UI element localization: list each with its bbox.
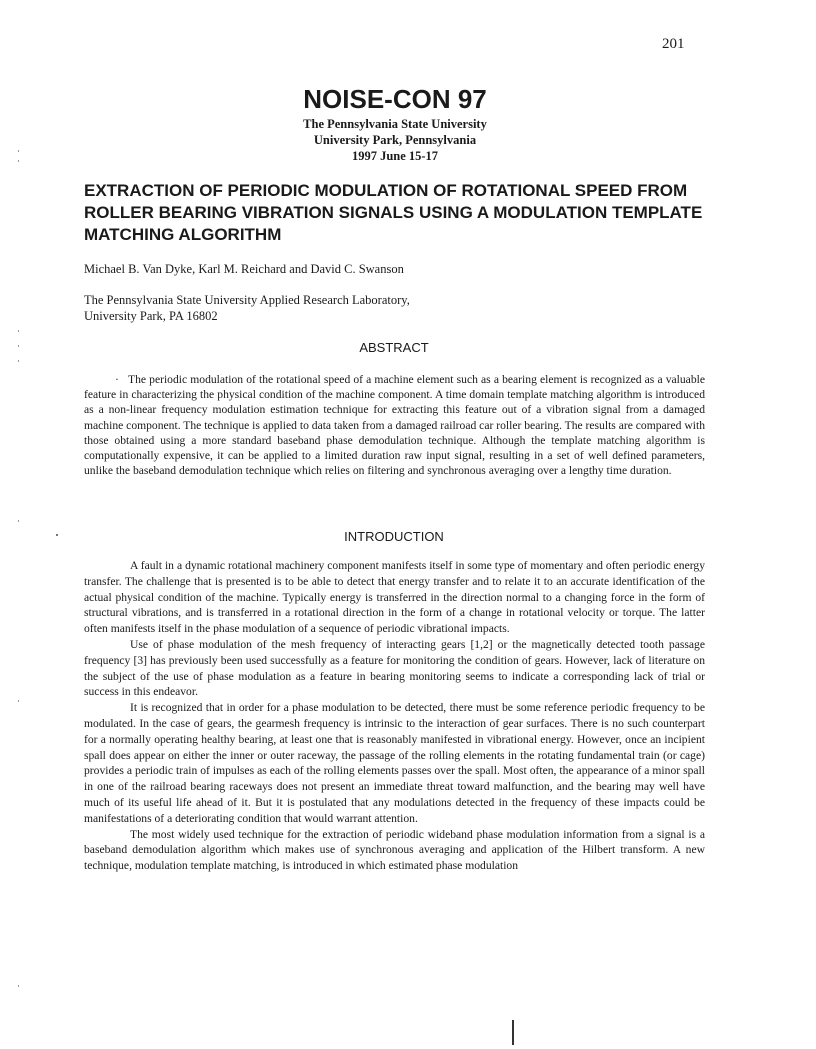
conference-header — [230, 84, 560, 164]
intro-paragraph: The most widely used technique for the extraction of periodic wideband phase modulation information from a signal is a baseband demodulation algorithm which makes use of synchronous averaging and application of the Hilbert transform. A new technique, modulation template matching, is introduced in which estimated phase modulation — [84, 827, 705, 873]
affiliation — [84, 292, 410, 324]
conference-date: 1997 June 15-17 — [351, 149, 439, 163]
scan-speck — [18, 330, 19, 332]
abstract-heading: ABSTRACT — [359, 340, 429, 355]
abstract-body: The periodic modulation of the rotational speed of a machine element such as a bearing element is recognized as a valuable feature in characterizing the physical condition of the machine component. A time domain template matching algorithm is introduced as a non-linear frequency modulation estimation technique for extracting this feature out of a vibration signal from a damaged machine component. The technique is applied to data taken from a damaged railroad car roller bearing. The results are compared with those obtained using a more standard baseband phase demodulation technique. Although the template matching algorithm is computationally expensive, it can be applied to a limited duration raw input signal, resulting in a set of well defined parameters, unlike the baseband demodulation technique which relies on filtering and synchronous averaging over a lengthy time duration. — [84, 373, 705, 478]
scan-speck — [18, 700, 19, 702]
affiliation-line-1: The Pennsylvania State University Applied Research Laboratory, — [84, 293, 410, 307]
scan-speck — [18, 160, 19, 162]
affiliation-line-2: University Park, PA 16802 — [84, 309, 218, 323]
scan-speck — [18, 345, 19, 347]
intro-paragraph: A fault in a dynamic rotational machinery component manifests itself in some type of momentary and often periodic energy transfer. The challenge that is presented is to be able to detect that energy transfer and to relate it to an accurate identification of the actual physical condition of the machine. Typically energy is transferred in the direction normal to a changing force in the form of structural vibrations, and is transferred in a rotational direction in the form of a change in rotational velocity or torque. The latter often manifests itself in the phase modulation of a sequence of periodic vibrational impacts. — [84, 559, 705, 636]
introduction-heading: INTRODUCTION — [344, 529, 444, 544]
authors: Michael B. Van Dyke, Karl M. Reichard and David C. Swanson — [84, 262, 404, 276]
scan-speck — [18, 360, 19, 362]
scan-speck — [18, 150, 19, 152]
conference-location: University Park, Pennsylvania — [313, 133, 477, 147]
paper-title: EXTRACTION OF PERIODIC MODULATION OF ROTATIONAL SPEED FROM ROLLER BEARING VIBRATION SIGNALS USING A MODULATION TEMPLATE MATCHING ALGORITHM — [84, 181, 703, 244]
conference-name: NOISE-CON 97 — [303, 84, 487, 114]
abstract-marker-glyph: · — [115, 373, 119, 386]
scan-speck — [56, 534, 58, 536]
scan-speck — [18, 985, 19, 987]
conference-university: The Pennsylvania State University — [303, 117, 487, 131]
page-number: 201 — [662, 36, 685, 52]
margin-bar — [512, 1020, 514, 1045]
introduction-body — [84, 558, 705, 874]
abstract-marker — [84, 372, 128, 387]
scan-speck — [18, 520, 19, 522]
intro-paragraph: It is recognized that in order for a phase modulation to be detected, there must be some reference periodic frequency to be modulated. In the case of gears, the gearmesh frequency is intrinsic to the interaction of gear surfaces. There is no such counterpart for a normally operating healthy bearing, at least one that is reasonably manifested in vibrational energy. However, once an incipient spall does appear on either the inner or outer raceway, the passage of the rolling elements in the rotating fundamental train (or cage) provides a periodic train of impulses as each of the rolling elements passes over the spall. Most often, the appearance of a minor spall in one of the railroad bearing raceways does not present an immediate threat toward malfunction, and the bearing may well have much of its useful life ahead of it. But it is postulated that any modulations detected in the frequency of these impacts could be manifestations of a deteriorating condition that would warrant attention. — [84, 701, 705, 825]
intro-paragraph: Use of phase modulation of the mesh frequency of interacting gears [1,2] or the magnetically detected tooth passage frequency [3] has previously been used successfully as a feature for monitoring the condition of gears. However, lack of literature on the subject of the use of phase modulation as a feature in bearing monitoring seems to indicate a corresponding lack of trial or success in this endeavor. — [84, 637, 705, 699]
abstract-text — [84, 372, 705, 478]
